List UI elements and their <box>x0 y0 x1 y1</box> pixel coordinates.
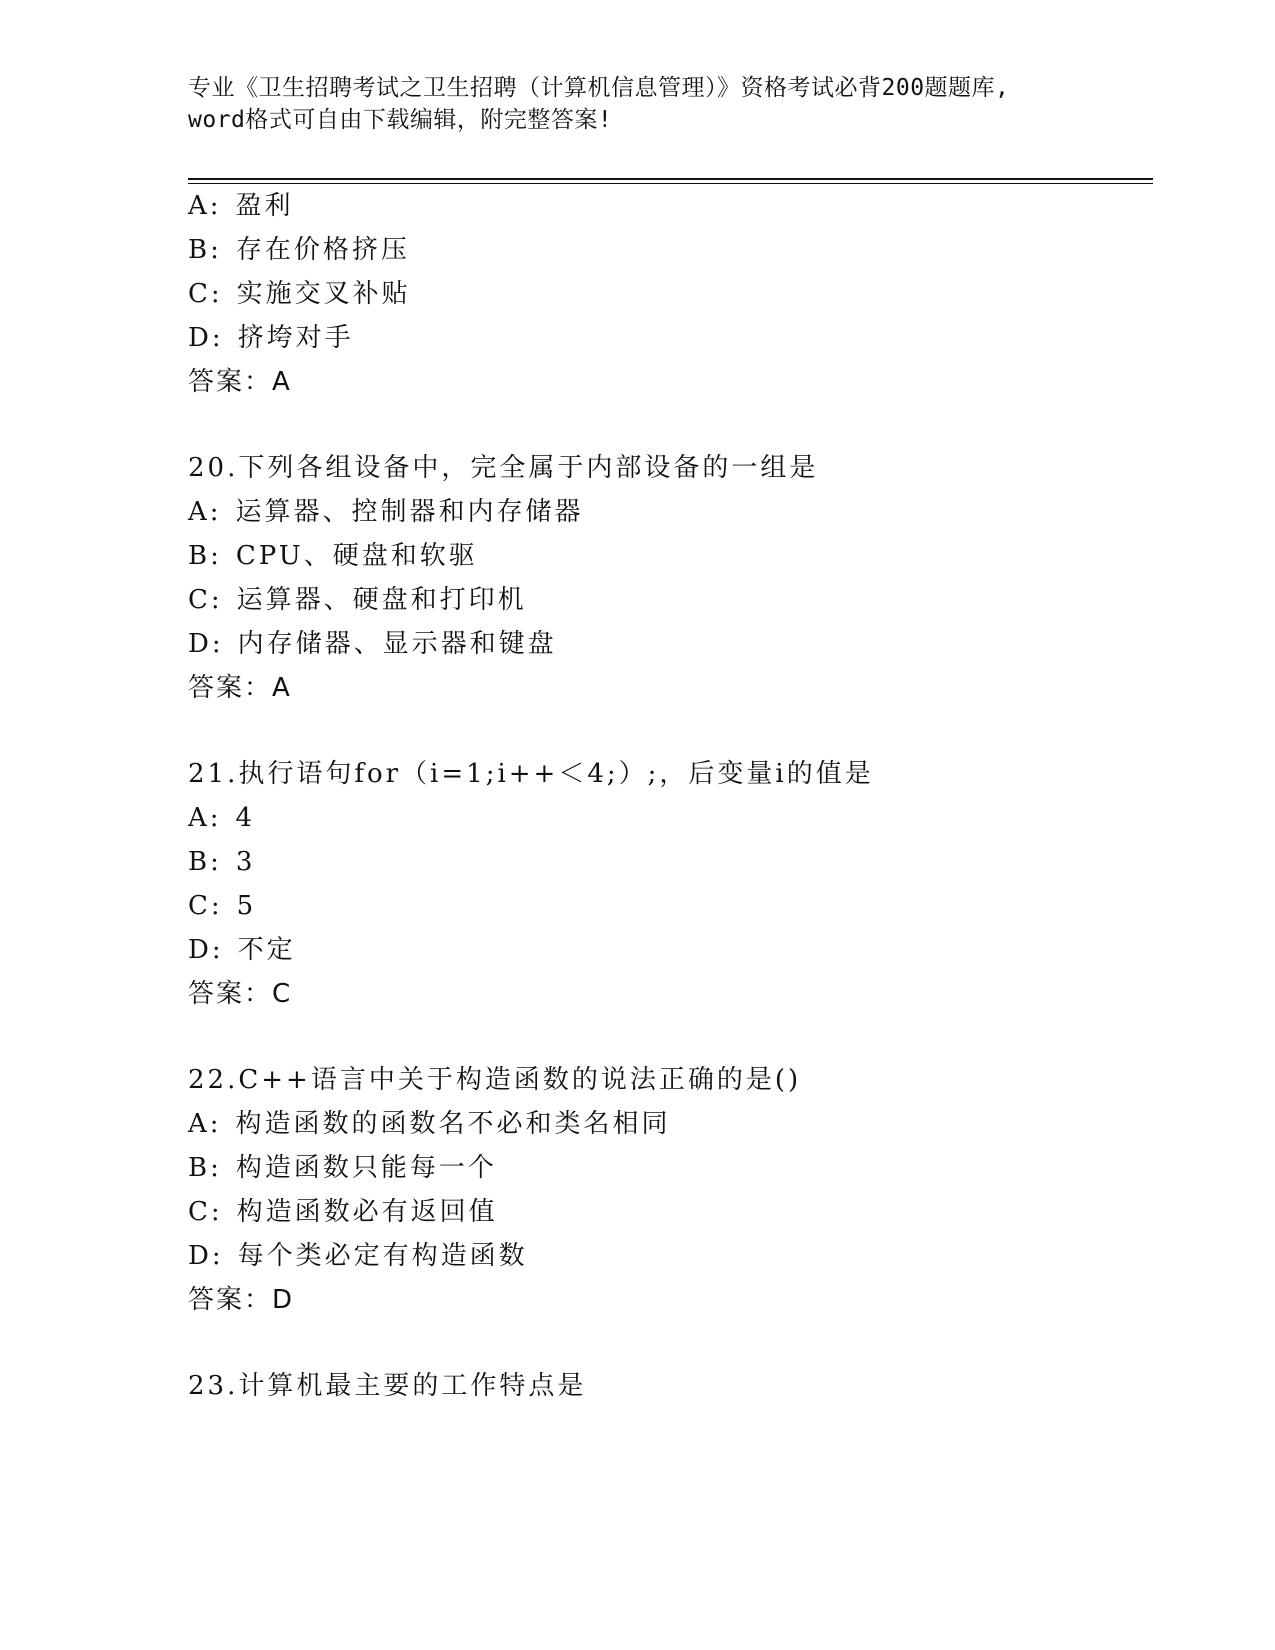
option-text: 构造函数只能每一个 <box>235 1153 497 1183</box>
option-text: 内存储器、显示器和键盘 <box>237 629 557 659</box>
answer-line: 答案：D <box>188 1285 295 1315</box>
header-divider-thick <box>188 178 1153 180</box>
option-row <box>188 890 256 922</box>
option-text: 3 <box>235 847 256 877</box>
option-letter: D: <box>188 1241 224 1271</box>
answer-line: 答案：A <box>188 367 292 397</box>
option-letter: B: <box>188 847 222 877</box>
option-row <box>188 1196 498 1228</box>
option-text: 构造函数必有返回值 <box>236 1197 498 1227</box>
option-text: 运算器、硬盘和打印机 <box>236 585 527 615</box>
header-title-line2: word格式可自由下载编辑，附完整答案! <box>188 107 613 133</box>
option-letter: A: <box>188 497 222 527</box>
option-letter: D: <box>188 935 224 965</box>
option-row <box>188 496 584 528</box>
option-row <box>188 234 410 266</box>
option-row <box>188 1108 671 1140</box>
option-text: 存在价格挤压 <box>235 235 410 265</box>
document-header <box>188 72 1088 136</box>
answer-line: 答案：A <box>188 673 292 703</box>
question-stem: 20.下列各组设备中，完全属于内部设备的一组是 <box>188 453 819 483</box>
option-row <box>188 540 478 572</box>
option-row <box>188 584 527 616</box>
option-row <box>188 802 255 834</box>
question-stem: 22.C++语言中关于构造函数的说法正确的是() <box>188 1065 802 1095</box>
header-divider-thin <box>188 183 1153 184</box>
option-text: 盈利 <box>235 191 294 221</box>
option-letter: B: <box>188 541 222 571</box>
option-text: 挤垮对手 <box>237 323 354 353</box>
option-letter: D: <box>188 323 224 353</box>
option-letter: B: <box>188 1153 222 1183</box>
question-stem: 23.计算机最主要的工作特点是 <box>188 1371 587 1401</box>
option-text: CPU、硬盘和软驱 <box>235 541 478 571</box>
option-row <box>188 846 255 878</box>
option-text: 5 <box>236 891 257 921</box>
option-letter: A: <box>188 191 222 221</box>
option-letter: C: <box>188 891 223 921</box>
option-text: 运算器、控制器和内存储器 <box>235 497 584 527</box>
option-text: 实施交叉补贴 <box>236 279 411 309</box>
option-letter: A: <box>188 803 222 833</box>
header-title-line1: 专业《卫生招聘考试之卫生招聘（计算机信息管理）》资格考试必背200题题库, <box>188 75 1010 101</box>
option-text: 构造函数的函数名不必和类名相同 <box>235 1109 671 1139</box>
option-row <box>188 1240 528 1272</box>
option-text: 不定 <box>237 935 296 965</box>
option-row <box>188 322 354 354</box>
answer-line: 答案：C <box>188 979 293 1009</box>
option-row <box>188 1152 497 1184</box>
option-letter: B: <box>188 235 222 265</box>
option-text: 4 <box>235 803 256 833</box>
option-row <box>188 190 294 222</box>
option-row <box>188 278 411 310</box>
option-letter: C: <box>188 279 223 309</box>
option-text: 每个类必定有构造函数 <box>237 1241 528 1271</box>
option-letter: C: <box>188 1197 223 1227</box>
option-letter: C: <box>188 585 223 615</box>
option-row <box>188 934 296 966</box>
question-stem: 21.执行语句for（i=1;i++＜4;）;，后变量i的值是 <box>188 759 874 789</box>
option-letter: D: <box>188 629 224 659</box>
option-letter: A: <box>188 1109 222 1139</box>
option-row <box>188 628 557 660</box>
